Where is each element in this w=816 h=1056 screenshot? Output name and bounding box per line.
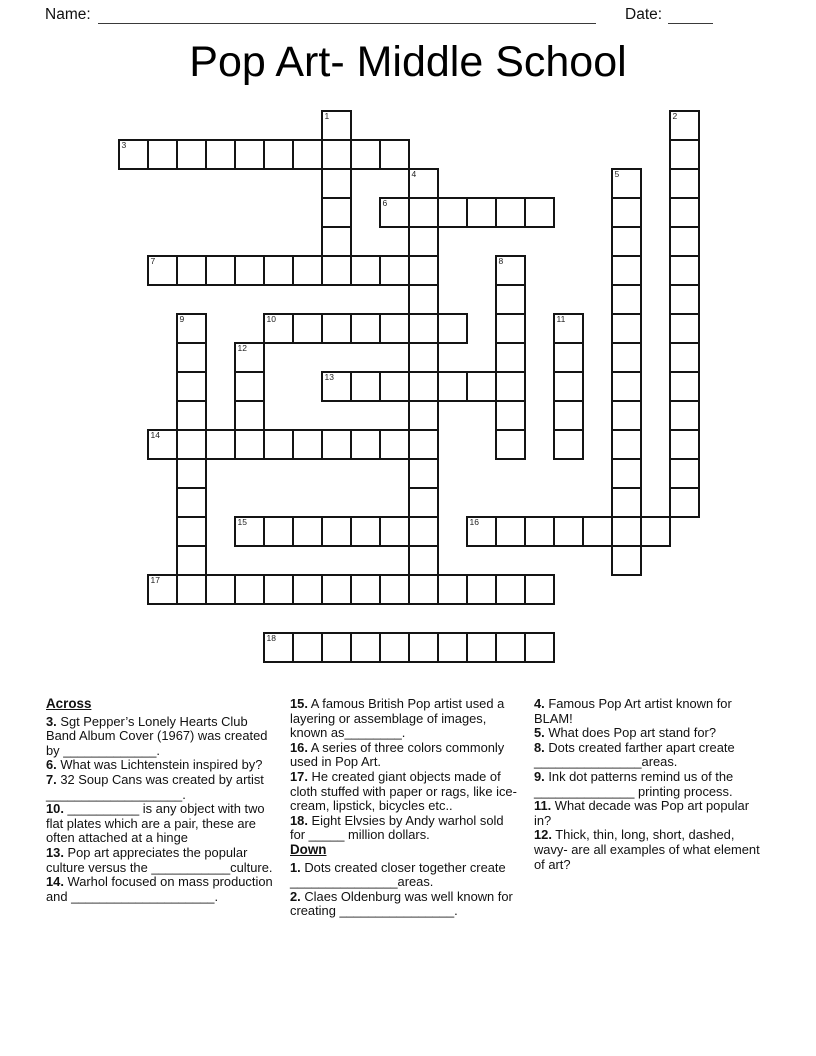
- grid-cell[interactable]: [669, 429, 700, 460]
- grid-cell[interactable]: [669, 458, 700, 489]
- clue-number: 2.: [290, 888, 301, 904]
- grid-cell[interactable]: [611, 197, 642, 228]
- grid-cell-number: 13: [324, 372, 334, 382]
- grid-cell[interactable]: [408, 487, 439, 518]
- grid-cell[interactable]: [611, 255, 642, 286]
- grid-cell[interactable]: [379, 197, 410, 228]
- grid-cell[interactable]: [669, 226, 700, 257]
- grid-cell[interactable]: [611, 545, 642, 576]
- grid-cell[interactable]: [437, 574, 468, 605]
- grid-cell[interactable]: [408, 429, 439, 460]
- grid-cell[interactable]: [553, 429, 584, 460]
- grid-cell[interactable]: [408, 197, 439, 228]
- clue-number: 18.: [290, 812, 308, 828]
- grid-cell[interactable]: [495, 371, 526, 402]
- grid-cell[interactable]: [495, 574, 526, 605]
- grid-cell[interactable]: [379, 371, 410, 402]
- grid-cell[interactable]: [147, 139, 178, 170]
- grid-cell[interactable]: [176, 545, 207, 576]
- grid-cell[interactable]: [611, 458, 642, 489]
- grid-cell[interactable]: [408, 400, 439, 431]
- grid-cell[interactable]: [321, 139, 352, 170]
- grid-cell-number: 9: [179, 314, 185, 324]
- clue-number: 8.: [534, 739, 545, 755]
- clue-number: 12.: [534, 827, 552, 843]
- clue-number: 4.: [534, 696, 545, 711]
- clue-across-18: 18. Eight Elvsies by Andy warhol sold for _____ million dollars.: [290, 812, 504, 843]
- crossword-grid: [118, 110, 700, 663]
- clue-number: 13.: [46, 844, 64, 860]
- grid-cell[interactable]: [321, 574, 352, 605]
- grid-cell[interactable]: [640, 516, 671, 547]
- grid-cell-number: 5: [614, 169, 620, 179]
- grid-cell[interactable]: [321, 168, 352, 199]
- grid-cell[interactable]: [669, 197, 700, 228]
- grid-cell[interactable]: [553, 516, 584, 547]
- grid-cell[interactable]: [292, 429, 323, 460]
- grid-cell[interactable]: [321, 516, 352, 547]
- grid-cell[interactable]: [495, 342, 526, 373]
- grid-cell[interactable]: [466, 197, 497, 228]
- grid-cell[interactable]: [669, 255, 700, 286]
- down-heading: Down: [290, 841, 327, 857]
- grid-cell[interactable]: [495, 516, 526, 547]
- grid-cell[interactable]: [292, 313, 323, 344]
- grid-cell-number: 12: [237, 343, 247, 353]
- clue-down-4: 4. Famous Pop Art artist known for BLAM!: [534, 696, 732, 726]
- grid-cell[interactable]: [466, 574, 497, 605]
- clue-number: 16.: [290, 739, 308, 755]
- clue-number: 7.: [46, 771, 57, 787]
- name-label: Name:: [45, 6, 91, 23]
- grid-cell[interactable]: [263, 139, 294, 170]
- grid-cell[interactable]: [321, 255, 352, 286]
- grid-cell[interactable]: [669, 400, 700, 431]
- grid-cell-number: 7: [150, 256, 156, 266]
- grid-cell[interactable]: [263, 516, 294, 547]
- grid-cell[interactable]: [234, 400, 265, 431]
- grid-cell[interactable]: [553, 400, 584, 431]
- clue-across-6: 6. What was Lichtenstein inspired by?: [46, 757, 263, 773]
- grid-cell[interactable]: [379, 313, 410, 344]
- grid-cell[interactable]: [495, 197, 526, 228]
- grid-cell[interactable]: [379, 574, 410, 605]
- grid-cell-number: 4: [411, 169, 417, 179]
- grid-cell[interactable]: [350, 429, 381, 460]
- grid-cell[interactable]: [350, 313, 381, 344]
- grid-cell[interactable]: [350, 574, 381, 605]
- grid-cell[interactable]: [611, 284, 642, 315]
- clue-across-16: 16. A series of three colors commonly used in Pop Art.: [290, 739, 505, 770]
- grid-cell[interactable]: [611, 313, 642, 344]
- grid-cell[interactable]: [350, 632, 381, 663]
- grid-cell[interactable]: [234, 255, 265, 286]
- grid-cell[interactable]: [611, 400, 642, 431]
- grid-cell[interactable]: [263, 632, 294, 663]
- grid-cell[interactable]: [524, 574, 555, 605]
- grid-cell[interactable]: [176, 342, 207, 373]
- clue-across-15: 15. A famous British Pop artist used a layering or assemblage of images, known as________.: [290, 696, 505, 741]
- grid-cell-number: 3: [121, 140, 127, 150]
- grid-cell[interactable]: [321, 313, 352, 344]
- grid-cell[interactable]: [292, 255, 323, 286]
- grid-cell[interactable]: [495, 632, 526, 663]
- grid-cell[interactable]: [321, 110, 352, 141]
- grid-cell[interactable]: [524, 632, 555, 663]
- grid-cell[interactable]: [292, 516, 323, 547]
- grid-cell-number: 16: [469, 517, 479, 527]
- clue-number: 17.: [290, 768, 308, 784]
- clue-column-1: [46, 697, 278, 904]
- grid-cell-number: 10: [266, 314, 276, 324]
- grid-cell[interactable]: [263, 574, 294, 605]
- grid-cell[interactable]: [611, 226, 642, 257]
- grid-cell[interactable]: [292, 632, 323, 663]
- clue-down-5: 5. What does Pop art stand for?: [534, 725, 717, 741]
- grid-cell[interactable]: [611, 371, 642, 402]
- clue-number: 9.: [534, 768, 545, 784]
- across-heading: Across: [46, 696, 92, 711]
- grid-cell[interactable]: [350, 371, 381, 402]
- clue-down-12: 12. Thick, thin, long, short, dashed, wavy- are all examples of what element of art?: [534, 827, 760, 872]
- grid-cell[interactable]: [408, 226, 439, 257]
- grid-cell[interactable]: [553, 313, 584, 344]
- grid-cell[interactable]: [437, 371, 468, 402]
- grid-cell[interactable]: [669, 342, 700, 373]
- grid-cell[interactable]: [466, 632, 497, 663]
- grid-cell[interactable]: [611, 516, 642, 547]
- clue-column-2: [290, 697, 522, 919]
- grid-cell[interactable]: [176, 458, 207, 489]
- clue-column-3: [534, 697, 766, 872]
- grid-cell-number: 2: [672, 111, 678, 121]
- grid-cell[interactable]: [524, 516, 555, 547]
- grid-cell[interactable]: [408, 574, 439, 605]
- grid-cell[interactable]: [437, 197, 468, 228]
- grid-cell[interactable]: [205, 139, 236, 170]
- clue-number: 3.: [46, 713, 57, 729]
- grid-cell[interactable]: [176, 400, 207, 431]
- grid-cell[interactable]: [379, 516, 410, 547]
- clue-across-13: 13. Pop art appreciates the popular culture versus the ___________culture.: [46, 844, 273, 875]
- grid-cell-number: 1: [324, 111, 330, 121]
- grid-cell[interactable]: [147, 255, 178, 286]
- grid-cell[interactable]: [553, 371, 584, 402]
- clue-number: 10.: [46, 801, 64, 817]
- date-label: Date:: [625, 6, 663, 23]
- grid-cell[interactable]: [263, 255, 294, 286]
- grid-cell[interactable]: [234, 342, 265, 373]
- grid-cell[interactable]: [234, 371, 265, 402]
- grid-cell[interactable]: [176, 255, 207, 286]
- grid-cell[interactable]: [611, 168, 642, 199]
- grid-cell-number: 15: [237, 517, 247, 527]
- grid-cell[interactable]: [408, 516, 439, 547]
- clue-across-17: 17. He created giant objects made of cloth stuffed with paper or rags, like ice-cream, lipstick, bicycles etc..: [290, 768, 517, 814]
- grid-cell[interactable]: [205, 574, 236, 605]
- grid-cell[interactable]: [350, 516, 381, 547]
- grid-cell[interactable]: [234, 139, 265, 170]
- grid-cell[interactable]: [408, 168, 439, 199]
- grid-cell[interactable]: [234, 574, 265, 605]
- grid-cell[interactable]: [205, 255, 236, 286]
- grid-cell[interactable]: [437, 632, 468, 663]
- grid-cell[interactable]: [669, 110, 700, 141]
- grid-cell-number: 8: [498, 256, 504, 266]
- grid-cell[interactable]: [176, 429, 207, 460]
- grid-cell[interactable]: [408, 458, 439, 489]
- grid-cell[interactable]: [495, 313, 526, 344]
- grid-cell[interactable]: [176, 516, 207, 547]
- clue-number: 11.: [534, 798, 552, 814]
- grid-cell[interactable]: [408, 255, 439, 286]
- grid-cell[interactable]: [176, 313, 207, 344]
- grid-cell-number: 14: [150, 430, 160, 440]
- grid-cell[interactable]: [408, 632, 439, 663]
- grid-cell[interactable]: [553, 342, 584, 373]
- grid-cell[interactable]: [176, 574, 207, 605]
- clue-across-10: 10. __________ is any object with two flat plates which are a pair, these are often attached at a hinge: [46, 801, 265, 846]
- grid-cell[interactable]: [611, 487, 642, 518]
- grid-cell[interactable]: [321, 197, 352, 228]
- grid-cell[interactable]: [350, 139, 381, 170]
- grid-cell-number: 17: [150, 575, 160, 585]
- clue-number: 15.: [290, 696, 308, 711]
- grid-cell[interactable]: [669, 139, 700, 170]
- clue-number: 5.: [534, 725, 545, 741]
- grid-cell[interactable]: [379, 255, 410, 286]
- grid-cell[interactable]: [437, 313, 468, 344]
- grid-cell-number: 6: [382, 198, 388, 208]
- grid-cell[interactable]: [408, 545, 439, 576]
- grid-cell[interactable]: [263, 429, 294, 460]
- grid-cell[interactable]: [495, 284, 526, 315]
- clue-number: 1.: [290, 859, 301, 875]
- grid-cell[interactable]: [669, 284, 700, 315]
- clue-number: 6.: [46, 757, 57, 773]
- grid-cell[interactable]: [466, 371, 497, 402]
- grid-cell[interactable]: [205, 429, 236, 460]
- grid-cell[interactable]: [495, 429, 526, 460]
- grid-cell[interactable]: [408, 342, 439, 373]
- grid-cell[interactable]: [669, 168, 700, 199]
- grid-cell[interactable]: [466, 516, 497, 547]
- grid-cell[interactable]: [669, 487, 700, 518]
- grid-cell[interactable]: [669, 371, 700, 402]
- clue-down-2: 2. Claes Oldenburg was well known for creating ________________.: [290, 888, 513, 919]
- grid-cell[interactable]: [147, 429, 178, 460]
- grid-cell-number: 11: [556, 314, 566, 324]
- grid-cell[interactable]: [582, 516, 613, 547]
- grid-cell[interactable]: [118, 139, 149, 170]
- grid-cell[interactable]: [408, 313, 439, 344]
- name-fill-line[interactable]: [98, 6, 596, 24]
- clue-down-1: 1. Dots created closer together create _______________areas.: [290, 859, 506, 890]
- grid-cell[interactable]: [321, 429, 352, 460]
- grid-cell[interactable]: [408, 284, 439, 315]
- grid-cell[interactable]: [669, 313, 700, 344]
- grid-cell[interactable]: [321, 371, 352, 402]
- grid-cell-number: 18: [266, 633, 276, 643]
- grid-cell[interactable]: [524, 197, 555, 228]
- grid-cell[interactable]: [176, 487, 207, 518]
- grid-cell[interactable]: [176, 371, 207, 402]
- clue-across-3: 3. Sgt Pepper’s Lonely Hearts Club Band Album Cover (1967) was created by _____________.: [46, 713, 268, 758]
- grid-cell[interactable]: [292, 139, 323, 170]
- grid-cell[interactable]: [379, 139, 410, 170]
- grid-cell[interactable]: [350, 255, 381, 286]
- grid-cell[interactable]: [495, 255, 526, 286]
- grid-cell[interactable]: [611, 342, 642, 373]
- grid-cell[interactable]: [263, 313, 294, 344]
- date-fill-line[interactable]: [668, 6, 713, 24]
- grid-cell[interactable]: [611, 429, 642, 460]
- grid-cell[interactable]: [234, 429, 265, 460]
- clue-down-11: 11. What decade was Pop art popular in?: [534, 798, 749, 828]
- grid-cell[interactable]: [292, 574, 323, 605]
- clue-across-14: 14. Warhol focused on mass production and ____________________.: [46, 874, 273, 904]
- clue-down-9: 9. Ink dot patterns remind us of the ______________ printing process.: [534, 768, 734, 799]
- page-title: Pop Art- Middle School: [189, 38, 627, 86]
- clue-across-7: 7. 32 Soup Cans was created by artist ___________________.: [46, 771, 264, 802]
- grid-cell[interactable]: [495, 400, 526, 431]
- clue-down-8: 8. Dots created farther apart create _______________areas.: [534, 739, 735, 770]
- clue-number: 14.: [46, 874, 64, 890]
- grid-cell[interactable]: [321, 632, 352, 663]
- grid-cell[interactable]: [176, 139, 207, 170]
- grid-cell[interactable]: [408, 371, 439, 402]
- grid-cell[interactable]: [234, 516, 265, 547]
- grid-cell[interactable]: [379, 429, 410, 460]
- grid-cell[interactable]: [321, 226, 352, 257]
- grid-cell[interactable]: [147, 574, 178, 605]
- grid-cell[interactable]: [379, 632, 410, 663]
